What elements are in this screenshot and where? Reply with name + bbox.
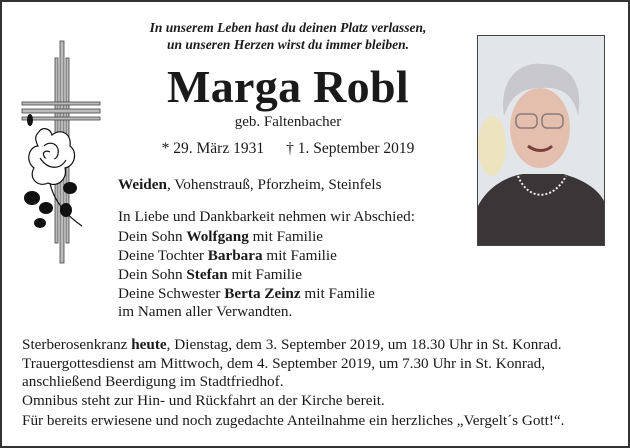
- rosary-line: Sterberosenkranz heute, Dienstag, dem 3. September 2019, um 18.30 Uhr in St. Konrad.: [22, 336, 562, 353]
- thanks-line: Für bereits erwiesene und noch zugedachte Anteilnahme ein herzliches „Vergelt´s Gott!“.: [22, 412, 565, 429]
- mourner-line: Dein Sohn Stefan mit Familie: [118, 266, 302, 283]
- places-rest: , Vohenstrauß, Pforzheim, Steinfels: [166, 176, 382, 193]
- death-date: † 1. September 2019: [286, 140, 415, 157]
- birth-date: * 29. März 1931: [161, 140, 265, 157]
- deceased-name: Marga Robl: [167, 61, 409, 112]
- verse-line-2: un unseren Herzen wirst du immer bleiben.: [167, 37, 409, 52]
- maiden-name: geb. Faltenbacher: [234, 114, 342, 130]
- farewell-line: In Liebe und Dankbarkeit nehmen wir Abschied:: [118, 208, 415, 225]
- service-line-2: anschließend Beerdigung im Stadtfriedhof.: [22, 373, 284, 390]
- mourner-line: Deine Schwester Berta Zeinz mit Familie: [118, 285, 375, 302]
- mourner-line: Dein Sohn Wolfgang mit Familie: [118, 228, 324, 245]
- relatives-line: im Namen aller Verwandten.: [118, 303, 293, 320]
- place-bold: Weiden: [118, 176, 167, 193]
- mourner-line: Deine Tochter Barbara mit Familie: [118, 247, 337, 264]
- bus-line: Omnibus steht zur Hin- und Rückfahrt an der Kirche bereit.: [22, 392, 385, 409]
- life-dates: [0, 140, 576, 158]
- places-line: [118, 176, 382, 194]
- verse-line-1: In unserem Leben hast du deinen Platz verlassen,: [149, 20, 427, 35]
- service-line-1: Trauergottesdienst am Mittwoch, dem 4. September 2019, um 7.30 Uhr in St. Konrad,: [22, 355, 546, 372]
